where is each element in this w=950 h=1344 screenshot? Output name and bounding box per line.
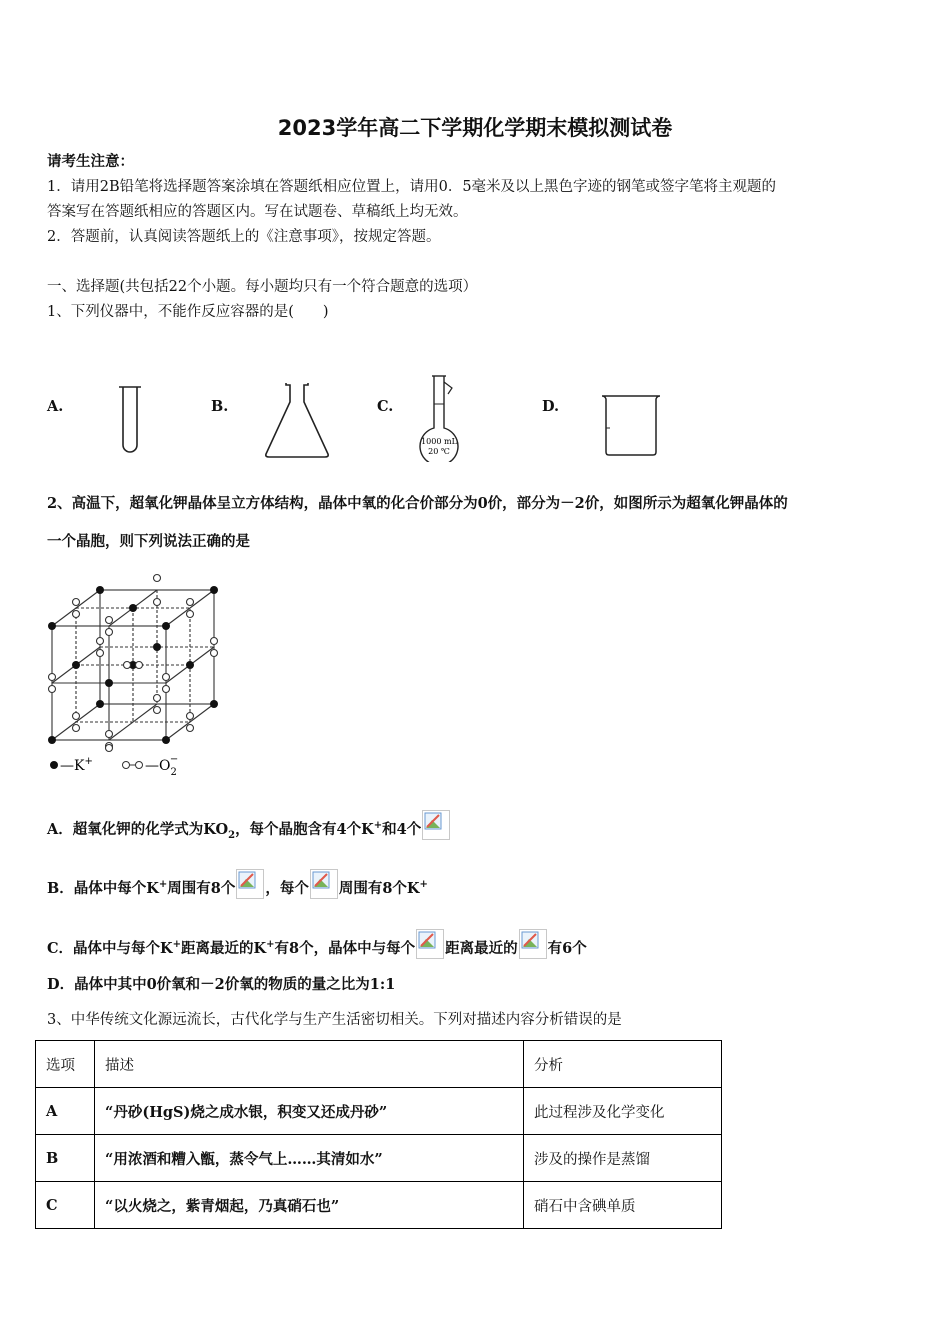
q2-option-c: C．晶体中与每个K+距离最近的K+有8个，晶体中与每个 距离最近的 有6个 — [47, 929, 587, 959]
broken-image-icon — [236, 869, 264, 899]
q1-option-d-label: D. — [542, 398, 560, 415]
broken-image-icon — [310, 869, 338, 899]
notice-line-1b: 答案写在答题纸相应的答题区内。写在试题卷、草稿纸上均无效。 — [47, 204, 468, 220]
q2-stem-line-2: 一个晶胞，则下列说法正确的是 — [47, 533, 250, 550]
row-analysis: 涉及的操作是蒸馏 — [524, 1135, 722, 1182]
table-row — [36, 1182, 722, 1229]
table-header-description: 描述 — [95, 1041, 524, 1088]
q1-option-b-label: B. — [211, 398, 229, 415]
table-header-row — [36, 1041, 722, 1088]
row-option: A — [36, 1088, 95, 1135]
flask-temperature-label: 20 ℃ — [428, 447, 450, 456]
broken-image-icon — [416, 929, 444, 959]
q1-option-a-label: A. — [47, 398, 64, 415]
q1-option-c-label: C. — [377, 398, 394, 415]
legend-superoxide: $—O_2-$ — [145, 754, 179, 778]
q2-option-a: A．超氧化钾的化学式为$KO_2$，每个晶胞含有4个K+和4个 — [47, 810, 451, 846]
row-option: B — [36, 1135, 95, 1182]
row-description: “丹砂(HgS)烧之成水银，积变又还成丹砂” — [95, 1088, 524, 1135]
row-analysis: 硝石中含碘单质 — [524, 1182, 722, 1229]
section-heading: 一、选择题(共包括22个小题。每小题均只有一个符合题意的选项） — [47, 279, 478, 295]
table-header-analysis: 分析 — [524, 1041, 722, 1088]
q2-option-d: D．晶体中其中0价氧和－2价氧的物质的量之比为1:1 — [47, 976, 396, 993]
page-title: 2023学年高二下学期化学期末模拟测试卷 — [277, 116, 673, 140]
notice-line-2: 2．答题前，认真阅读答题纸上的《注意事项》，按规定答题。 — [47, 229, 441, 245]
table-row — [36, 1135, 722, 1182]
broken-image-icon — [519, 929, 547, 959]
q2-stem-line-1: 2、高温下，超氧化钾晶体呈立方体结构，晶体中氧的化合价部分为0价，部分为－2价，如图所示为超氧化钾晶体的 — [47, 495, 788, 512]
beaker-icon — [600, 392, 662, 460]
notice-heading: 请考生注意： — [47, 153, 134, 170]
row-option: C — [36, 1182, 95, 1229]
conical-flask-icon — [262, 380, 332, 460]
notice-line-1: 1．请用2B铅笔将选择题答案涂填在答题纸相应位置上，请用0．5毫米及以上黑色字迹的钢笔或签字笔将主观题的 — [47, 179, 777, 195]
row-analysis: 此过程涉及化学变化 — [524, 1088, 722, 1135]
q3-table — [35, 1040, 722, 1229]
q3-stem: 3、中华传统文化源远流长，古代化学与生产生活密切相关。下列对描述内容分析错误的是 — [47, 1012, 622, 1028]
q2-option-b: B．晶体中每个K+周围有8个 ，每个 周围有8个K+ — [47, 869, 428, 899]
crystal-cell-diagram — [40, 568, 240, 780]
table-header-option: 选项 — [36, 1041, 95, 1088]
row-description: “以火烧之，紫青烟起，乃真硝石也” — [95, 1182, 524, 1229]
legend-potassium: —K+ — [60, 756, 93, 774]
test-tube-icon — [116, 385, 144, 457]
q1-stem: 1、下列仪器中，不能作反应容器的是( ) — [47, 304, 329, 320]
volumetric-flask-icon — [414, 372, 464, 462]
table-row — [36, 1088, 722, 1135]
broken-image-icon — [422, 810, 450, 840]
flask-capacity-label: 1000 mL — [421, 437, 457, 446]
row-description: “用浓酒和糟入甑，蒸令气上……其清如水” — [95, 1135, 524, 1182]
